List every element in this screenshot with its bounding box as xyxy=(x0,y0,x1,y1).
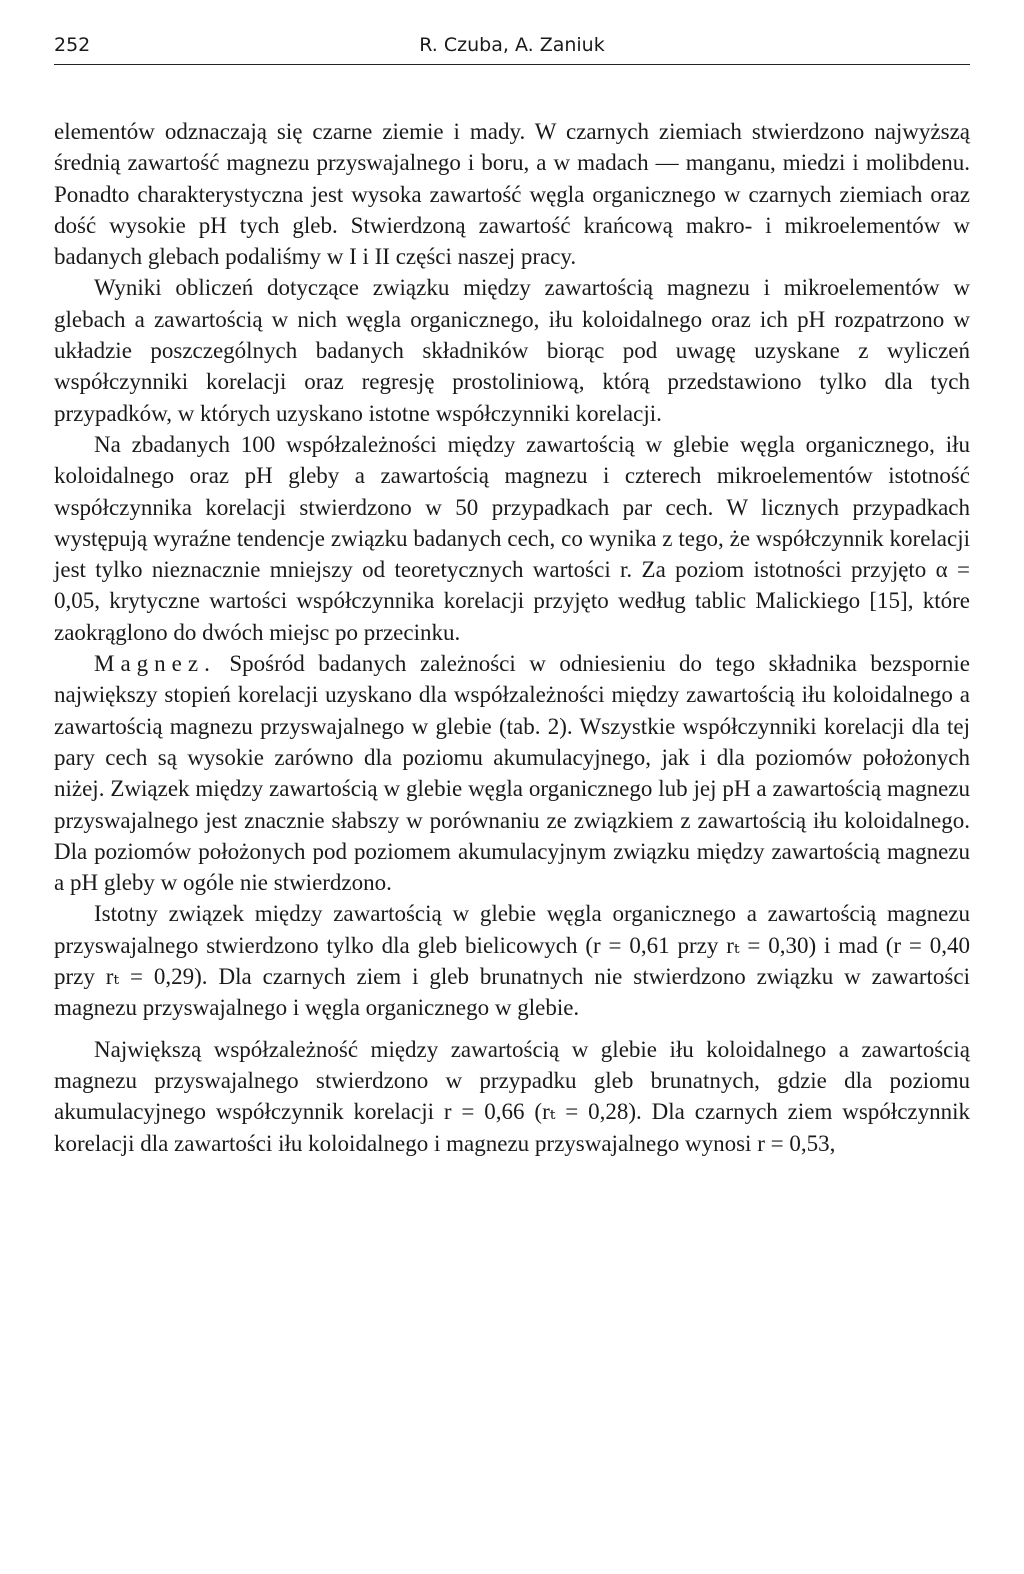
running-head: R. Czuba, A. Zaniuk xyxy=(419,34,605,56)
page-header xyxy=(54,30,970,60)
paragraph-5: Istotny związek między zawartością w glebie węgla organicznego a zawartością magnezu przyswajalnego stwierdzono tylko dla gleb bielicowych (r = 0,61 przy rₜ = 0,30) i mad (r = 0,40 przy rₜ = 0,29). Dla czarnych ziem i gleb brunatnych nie stwierdzono związku w zawartości magnezu przyswajalnego i węgla organicznego w glebie. xyxy=(54,901,970,1021)
paragraph-2: Wyniki obliczeń dotyczące związku między zawartością magnezu i mikroelementów w glebach a zawartością w nich węgla organicznego, iłu koloidalnego oraz ich pH rozpatrzono w układzie poszczególnych badanych składników biorąc pod uwagę uzyskane z wyliczeń współczynniki korelacji oraz regresję prostoliniową, którą przedstawiono tylko dla tych przypadków, w których uzyskano istotne współczynniki korelacji. xyxy=(54,275,970,426)
paragraph-4-text: Spośród badanych zależności w odniesieniu do tego składnika bezspornie największy stopień korelacji uzyskano dla współzależności między zawartością iłu koloidalnego a zawartością magnezu przyswajalnego w glebie (tab. 2). Wszystkie współczynniki korelacji dla tej pary cech są wysokie zarówno dla poziomu akumulacyjnego, jak i dla poziomów położonych niżej. Związek między zawartością w glebie węgla organicznego lub jej pH a zawartością magnezu przyswajalnego jest znacznie słabszy w porównaniu ze związkiem z zawartością iłu koloidalnego. Dla poziomów położonych pod poziomem akumulacyjnym związku między zawartością magnezu a pH gleby w ogóle nie stwierdzono. xyxy=(54,651,970,896)
page-number: 252 xyxy=(54,34,91,56)
section-lead-magnez: Magnez. xyxy=(94,651,216,677)
paragraph-3: Na zbadanych 100 współzależności między zawartością w glebie węgla organicznego, iłu koloidalnego oraz pH gleby a zawartością magnezu i czterech mikroelementów istotność współczynnika korelacji stwierdzono w 50 przypadkach par cech. W licznych przypadkach występują wyraźne tendencje związku badanych cech, co wynika z tego, że współczynnik korelacji jest tylko nieznacznie mniejszy od teoretycznych wartości r. Za poziom istotności przyjęto α = 0,05, krytyczne wartości współczynnika korelacji przyjęto według tablic Malickiego [15], które zaokrąglono do dwóch miejsc po przecinku. xyxy=(54,431,970,645)
header-rule xyxy=(54,64,970,65)
page xyxy=(54,30,970,1159)
paragraph-1: elementów odznaczają się czarne ziemie i mady. W czarnych ziemiach stwierdzono najwyższą średnią zawartość magnezu przyswajalnego i boru, a w madach — manganu, miedzi i molibdenu. Ponadto charakterystyczna jest wysoka zawartość węgla organicznego w czarnych ziemiach oraz dość wysokie pH tych gleb. Stwierdzoną zawartość krańcową makro- i mikroelementów w badanych glebach podaliśmy w I i II części naszej pracy. xyxy=(54,119,970,270)
paragraph-4 xyxy=(54,648,970,898)
body-text xyxy=(54,116,970,1159)
paragraph-6: Największą współzależność między zawartością w glebie iłu koloidalnego a zawartością magnezu przyswajalnego stwierdzono w przypadku gleb brunatnych, gdzie dla poziomu akumulacyjnego współczynnik korelacji r = 0,66 (rₜ = 0,28). Dla czarnych ziem współczynnik korelacji dla zawartości iłu koloidalnego i magnezu przyswajalnego wynosi r = 0,53, xyxy=(54,1036,970,1156)
